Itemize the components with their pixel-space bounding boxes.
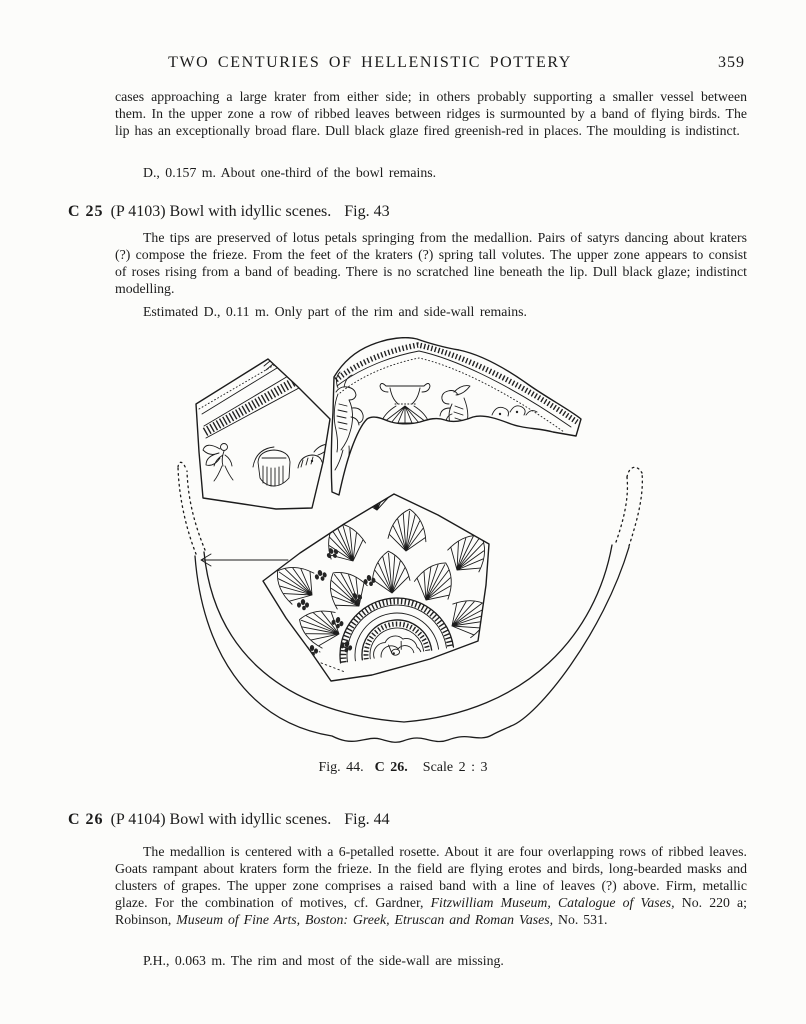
intro-measurement: D., 0.157 m. About one-third of the bowl remains. [143,165,437,180]
entry-body-c26: The medallion is centered with a 6-petalled rosette. About it are four overlapping rows of ribbed leaves. Goats rampant about kraters form the frieze. In the field are flying erotes and birds, long-bearded masks and clusters of grapes. The upper zone comprises a raised band with a line of leaves (?) above. Firm, metallic glaze. For the combination of motives, cf. Gardner, Fitzwilliam Museum, Catalogue of Vases, No. 220 a; Robinson, Museum of Fine Arts, Boston: Greek, Etruscan and Roman Vases, No. 531. [115,844,748,927]
running-header: TWO CENTURIES OF HELLENISTIC POTTERY [168,54,572,71]
entry-measurement-c26: P.H., 0.063 m. The rim and most of the side-wall are missing. [143,953,504,968]
fragment-upper-left [196,359,340,509]
entry-title-c26: (P 4104) Bowl with idyllic scenes. [110,811,332,828]
entry-heading-c26 [68,811,390,829]
page-number: 359 [718,54,745,71]
caption-scale: Scale 2 : 3 [422,760,488,775]
entry-figref-c26: Fig. 44 [344,811,390,828]
annotation-arrow [201,554,288,566]
figure-caption [0,760,806,776]
fragment-upper-right [331,338,581,495]
restored-rim-right [629,473,642,546]
figure-44-drawing [166,337,652,757]
entry-id-c25: C 25 [68,203,104,220]
caption-fig: Fig. 44. [318,760,364,775]
caption-entry-id: C 26. [374,760,408,775]
restored-rim-left [178,467,196,554]
entry-heading-c25 [68,203,390,221]
entry-id-c26: C 26 [68,811,104,828]
entry-body-c25: The tips are preserved of lotus petals springing from the medallion. Pairs of satyrs dancing about kraters (?) compose the frieze. From the feet of the kraters (?) spring tall volutes. The upper zone appears to consist of roses rising from a band of beading. There is no scratched line beneath the lip. Dull black glaze; indistinct modelling. [115,230,747,296]
entry-measurement-c25: Estimated D., 0.11 m. Only part of the rim and side-wall remains. [143,304,527,319]
entry-figref-c25: Fig. 43 [344,203,390,220]
pottery-bowl-drawing [166,337,652,757]
intro-paragraph: cases approaching a large krater from either side; in others probably supporting a smaller vessel between them. In the upper zone a row of ribbed leaves between ridges is surmounted by a band of flying birds. The lip has an exceptionally broad flare. Dull black glaze fired greenish-red in places. The moulding is indistinct. [115,89,747,138]
entry-title-c25: (P 4103) Bowl with idyllic scenes. [110,203,332,220]
